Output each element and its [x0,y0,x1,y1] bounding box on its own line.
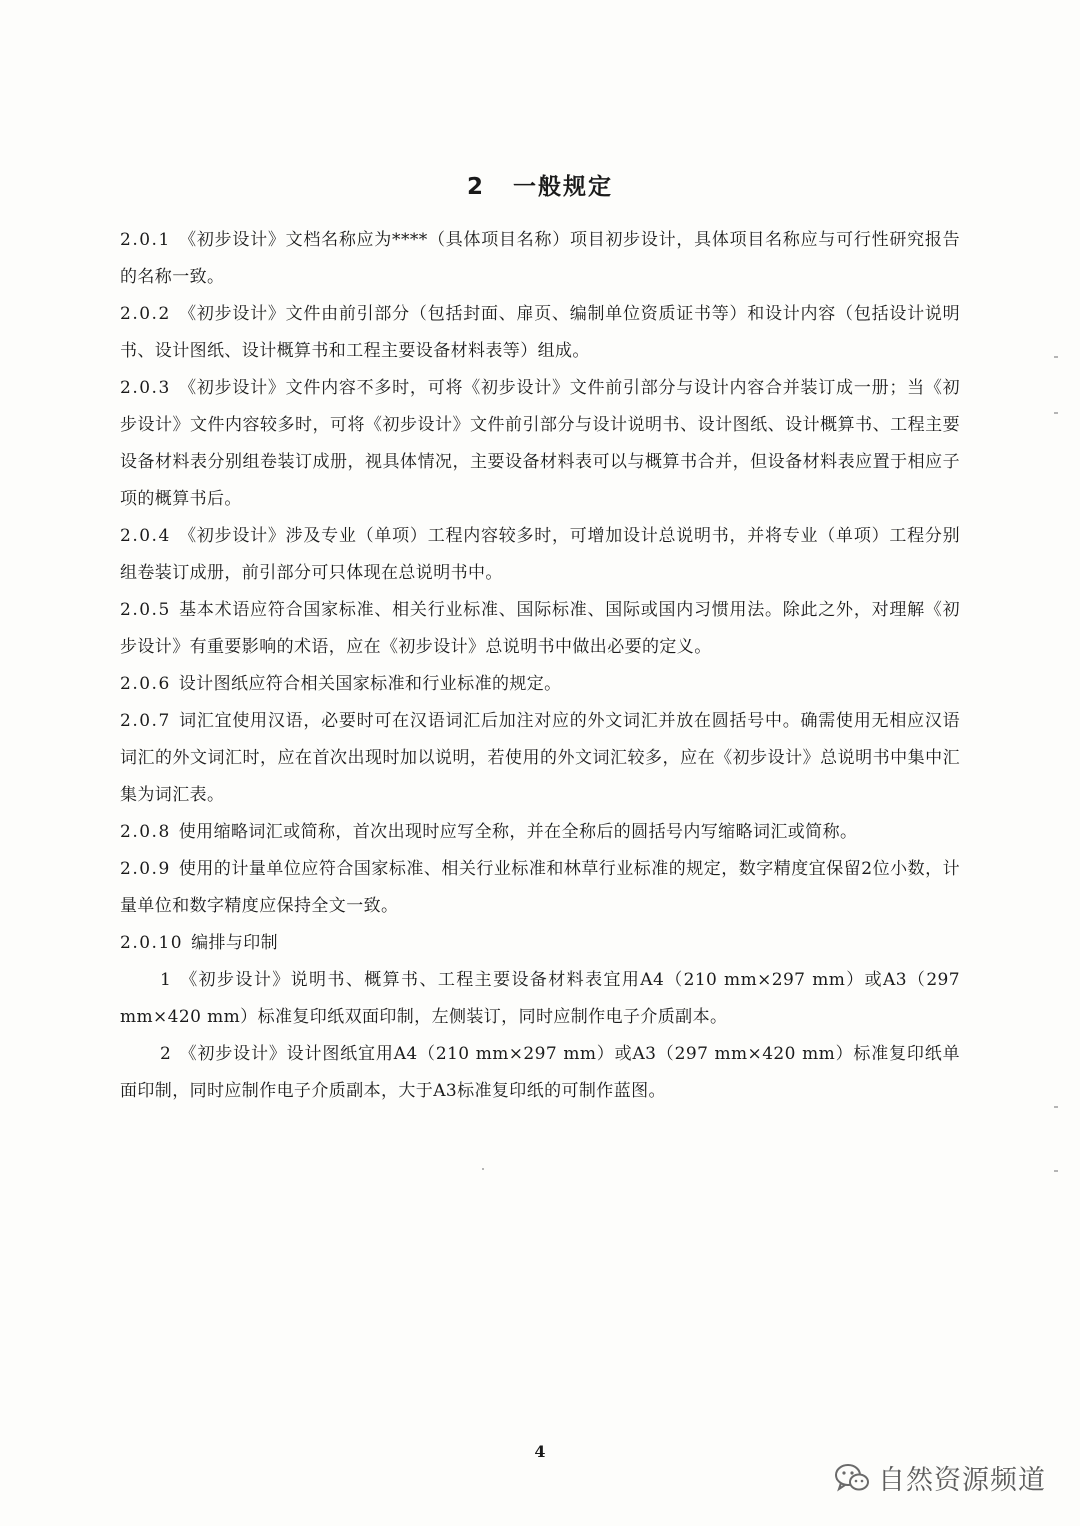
clause-text: 《初步设计》文件内容不多时，可将《初步设计》文件前引部分与设计内容合并装订成一册；当《初步设计》文件内容较多时，可将《初步设计》文件前引部分与设计说明书、设计图纸、设计概算书、工程主要设备材料表分别组卷装订成册，视具体情况，主要设备材料表可以与概算书合并，但设备材料表应置于相应子项的概算书后。 [120,378,960,509]
clause-number: 2.0.9 [120,859,171,879]
clause-number: 2.0.7 [120,711,171,731]
clause-2-0-7 [120,703,960,814]
clause-2-0-6 [120,666,960,703]
clause-number: 2.0.4 [120,526,171,546]
clause-text: 使用缩略词汇或简称，首次出现时应写全称，并在全称后的圆括号内写缩略词汇或简称。 [178,822,858,842]
clause-number: 2.0.10 [120,933,184,953]
clause-list [120,222,960,1110]
section-title [0,168,1080,201]
watermark [834,1458,1046,1497]
clause-number: 2.0.6 [120,674,171,694]
scan-speck [482,1168,484,1170]
wechat-icon [834,1463,870,1493]
clause-text: 设计图纸应符合相关国家标准和行业标准的规定。 [178,674,562,694]
clause-2-0-10 [120,925,960,962]
sub-item-number: 1 [160,970,172,990]
watermark-text: 自然资源频道 [878,1465,1046,1496]
clause-text: 基本术语应符合国家标准、相关行业标准、国际标准、国际或国内习惯用法。除此之外，对理解《初步设计》有重要影响的术语，应在《初步设计》总说明书中做出必要的定义。 [120,600,960,657]
clause-number: 2.0.8 [120,822,171,842]
scan-speck [1054,1170,1058,1172]
section-number: 2 [466,174,485,200]
scan-speck [1054,356,1058,358]
clause-2-0-9 [120,851,960,925]
clause-text: 使用的计量单位应符合国家标准、相关行业标准和林草行业标准的规定，数字精度宜保留2位小数，计量单位和数字精度应保持全文一致。 [120,859,960,916]
clause-2-0-1 [120,222,960,296]
clause-number: 2.0.5 [120,600,171,620]
clause-number: 2.0.2 [120,304,171,324]
clause-text: 《初步设计》文档名称应为****（具体项目名称）项目初步设计，具体项目名称应与可行性研究报告的名称一致。 [120,230,960,287]
page-number: 4 [534,1442,546,1461]
clause-2-0-4 [120,518,960,592]
clause-2-0-2 [120,296,960,370]
sub-item-text: 《初步设计》设计图纸宜用A4（210 mm×297 mm）或A3（297 mm×420 mm）标准复印纸单面印制，同时应制作电子介质副本，大于A3标准复印纸的可制作蓝图。 [120,1044,960,1101]
section-title-text: 一般规定 [513,174,613,200]
clause-text: 编排与印制 [191,933,279,953]
sub-item-text: 《初步设计》说明书、概算书、工程主要设备材料表宜用A4（210 mm×297 mm）或A3（297 mm×420 mm）标准复印纸双面印制，左侧装订，同时应制作电子介质副本。 [120,970,960,1027]
sub-item-1 [120,962,960,1036]
clause-2-0-5 [120,592,960,666]
clause-2-0-8 [120,814,960,851]
clause-text: 《初步设计》涉及专业（单项）工程内容较多时，可增加设计总说明书，并将专业（单项）工程分别组卷装订成册，前引部分可只体现在总说明书中。 [120,526,960,583]
sub-item-2 [120,1036,960,1110]
scan-speck [1054,412,1058,414]
clause-number: 2.0.1 [120,230,171,250]
clause-text: 词汇宜使用汉语，必要时可在汉语词汇后加注对应的外文词汇并放在圆括号中。确需使用无相应汉语词汇的外文词汇时，应在首次出现时加以说明，若使用的外文词汇较多，应在《初步设计》总说明书中集中汇集为词汇表。 [120,711,960,805]
clause-2-0-3 [120,370,960,518]
sub-item-number: 2 [160,1044,172,1064]
clause-number: 2.0.3 [120,378,171,398]
clause-text: 《初步设计》文件由前引部分（包括封面、扉页、编制单位资质证书等）和设计内容（包括设计说明书、设计图纸、设计概算书和工程主要设备材料表等）组成。 [120,304,960,361]
scan-speck [1054,1106,1058,1108]
